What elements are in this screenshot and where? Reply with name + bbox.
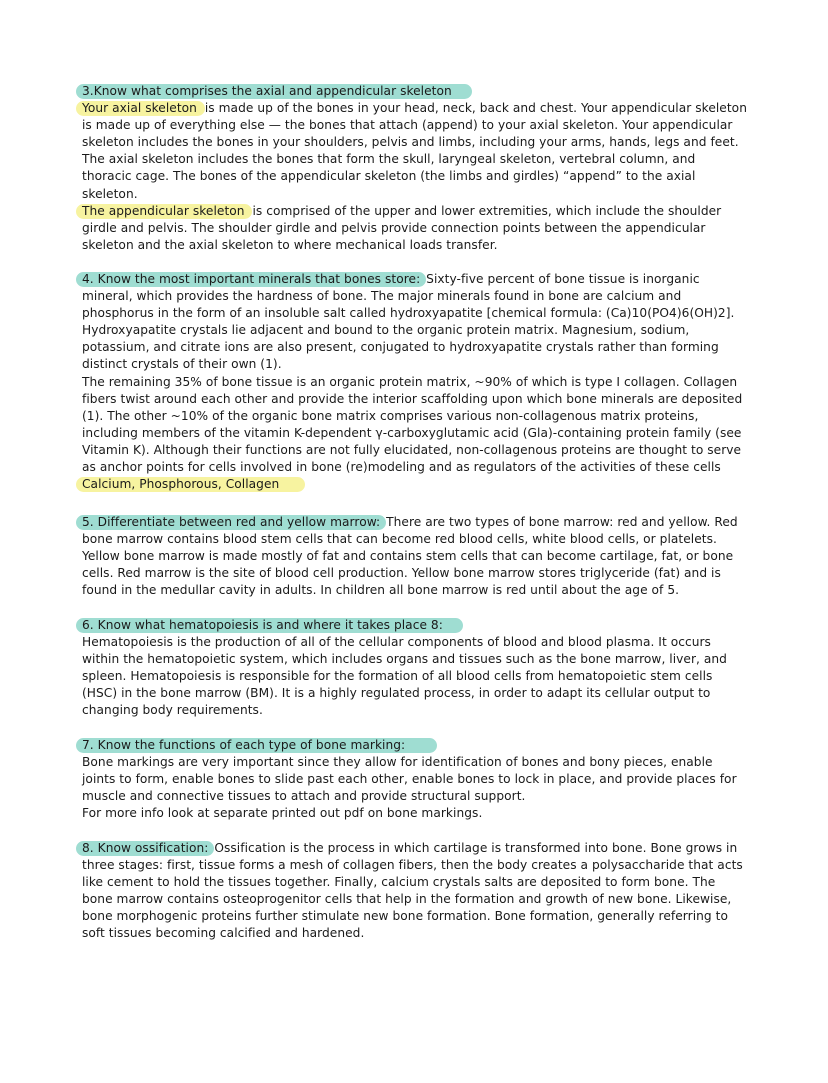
section-minerals: [82, 271, 748, 493]
section-heading: [82, 737, 748, 754]
paragraph-text: Ossification is the process in which cartilage is transformed into bone. Bone grows in three stages: first, tissue forms a mesh of collagen fibers, then the body creates a polysaccharide that acts like cement to hold the tissues together. Finally, calcium crystals salts are deposited to form bone. The bone marrow contains osteoprogenitor cells that help in the formation and growth of new bone. Likewise, bone morphogenic proteins further stimulate new bone formation. Bone formation, generally referring to soft tissues becoming calcified and hardened.: [82, 841, 743, 941]
paragraph: [82, 805, 748, 822]
section-bone-markings: [82, 737, 748, 822]
paragraph: [82, 100, 748, 203]
paragraph-text: For more info look at separate printed out pdf on bone markings.: [82, 806, 483, 821]
paragraph: [82, 374, 748, 477]
paragraph: [82, 634, 748, 719]
paragraph: [82, 203, 748, 254]
paragraph-text: There are two types of bone marrow: red and yellow. Red bone marrow contains blood stem cells that can become red blood cells, white blood cells, or platelets. Yellow bone marrow is made mostly of fat and contains stem cells that can become cartilage, fat, or bone cells. Red marrow is the site of blood cell production. Yellow bone marrow stores triglyceride (fat) and is found in the medullar cavity in adults. In children all bone marrow is red until about the age of 5.: [82, 515, 738, 598]
paragraph-text: Hematopoiesis is the production of all of the cellular components of blood and blood plasma. It occurs within the hematopoietic system, which includes organs and tissues such as the bone marrow, liver, and spleen. Hematopoiesis is responsible for the formation of all blood cells from hematopoietic stem cells (HSC) in the bone marrow (BM). It is a highly regulated process, in order to adapt its cellular output to changing body requirements.: [82, 635, 727, 718]
summary-line: [82, 476, 748, 493]
paragraph-text: Bone markings are very important since they allow for identification of bones and bony pieces, enable joints to form, enable bones to slide past each other, enable bones to lock in place, and provide places for muscle and connective tissues to attach and provide structural support.: [82, 755, 737, 804]
highlighted-heading: 8. Know ossification:: [76, 841, 214, 856]
paragraph-text: is made up of the bones in your head, neck, back and chest. Your appendicular skeleton is made up of everything else — the bones that attach (append) to your axial skeleton. Your appendicular skeleton includes the bones in your shoulders, pelvis and limbs, including your arms, hands, legs and feet. The axial skeleton includes the bones that form the skull, laryngeal skeleton, vertebral column, and thoracic cage. The bones of the appendicular skeleton (the limbs and girdles) “append” to the axial skeleton.: [82, 101, 747, 201]
highlighted-summary: Calcium, Phosphorous, Collagen: [76, 477, 305, 492]
highlighted-term: Your axial skeleton: [76, 101, 205, 116]
paragraph-text: is comprised of the upper and lower extremities, which include the shoulder girdle and pelvis. The shoulder girdle and pelvis provide connection points between the appendicular skeleton and the axial skeleton to where mechanical loads transfer.: [82, 203, 722, 252]
highlighted-heading: 3.Know what comprises the axial and appendicular skeleton: [76, 84, 472, 99]
section-hematopoiesis: [82, 617, 748, 720]
section-marrow: [82, 514, 748, 599]
highlighted-term: The appendicular skeleton: [76, 204, 252, 219]
section-ossification: [82, 840, 748, 943]
paragraph: [82, 754, 748, 805]
section-heading: [82, 617, 748, 634]
highlighted-heading: 7. Know the functions of each type of bone marking:: [76, 738, 437, 753]
highlighted-heading: 6. Know what hematopoiesis is and where it takes place 8:: [76, 618, 463, 633]
paragraph: [82, 514, 748, 599]
paragraph: [82, 271, 748, 374]
highlighted-heading: 4. Know the most important minerals that bones store:: [76, 272, 426, 287]
paragraph-text: Sixty-five percent of bone tissue is inorganic mineral, which provides the hardness of bone. The major minerals found in bone are calcium and phosphorus in the form of an insoluble salt called hydroxyapatite [chemical formula: (Ca)10(PO4)6(OH)2]. Hydroxyapatite crystals lie adjacent and bound to the organic protein matrix. Magnesium, sodium, potassium, and citrate ions are also present, conjugated to hydroxyapatite crystals rather than forming distinct crystals of their own (1).: [82, 272, 735, 372]
paragraph: [82, 840, 748, 943]
section-axial-appendicular: [82, 83, 748, 254]
highlighted-heading: 5. Differentiate between red and yellow marrow:: [76, 515, 386, 530]
section-heading: [82, 83, 748, 100]
paragraph-text: The remaining 35% of bone tissue is an organic protein matrix, ~90% of which is type I collagen. Collagen fibers twist around each other and provide the interior scaffolding upon which bone minerals are deposited (1). The other ~10% of the organic bone matrix comprises various non-collagenous matrix proteins, including members of the vitamin K-dependent γ-carboxyglutamic acid (Gla)-containing protein family (see Vitamin K). Although their functions are not fully elucidated, non-collagenous proteins are thought to serve as anchor points for cells involved in bone (re)modeling and as regulators of the activities of these cells: [82, 374, 743, 475]
